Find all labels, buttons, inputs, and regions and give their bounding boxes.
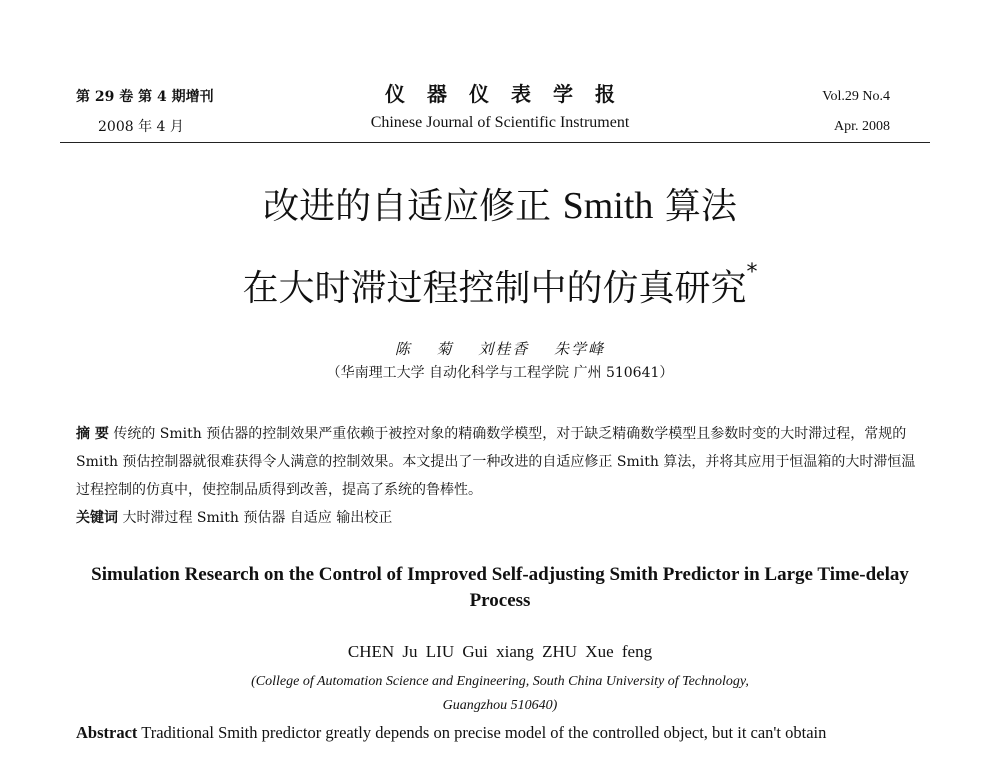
header-center bbox=[300, 80, 700, 138]
header-left bbox=[76, 82, 214, 142]
authors-en: CHEN Ju LIU Gui xiang ZHU Xue feng bbox=[347, 642, 653, 661]
title-cn-line1-latin: Smith bbox=[562, 185, 654, 227]
affiliation-cn: （华南理工大学 自动化科学与工程学院 广州 510641） bbox=[326, 365, 674, 381]
date-cn: 2008 年 4 月 bbox=[98, 119, 184, 135]
header-right bbox=[822, 82, 890, 142]
abstract-en-label: Abstract bbox=[76, 723, 138, 742]
journal-title-en: Chinese Journal of Scientific Instrument bbox=[370, 114, 630, 131]
date-en: Apr. 2008 bbox=[834, 119, 890, 134]
abstract-cn-block bbox=[76, 420, 926, 532]
journal-title-cn: 仪器仪表学报 bbox=[385, 82, 637, 106]
title-cn-line1-post: 算法 bbox=[653, 186, 737, 227]
keywords-cn-text: 大时滞过程 Smith 预估器 自适应 输出校正 bbox=[122, 510, 393, 526]
affiliation-en-line2: Guangzhou 510640) bbox=[442, 698, 558, 713]
affiliation-en bbox=[0, 670, 1000, 718]
keywords-cn bbox=[76, 504, 926, 532]
title-cn-line2-text: 在大时滞过程控制中的仿真研究 bbox=[242, 268, 747, 309]
affiliation-en-line1: (College of Automation Science and Engineering, South China University of Technology, bbox=[251, 674, 749, 689]
abstract-cn-text: 传统的 Smith 预估器的控制效果严重依赖于被控对象的精确数学模型，对于缺乏精确数学模型且参数时变的大时滞过程，常规的 Smith 预估控制器就很难获得令人满意的控制效果。本文提出了一种改进的自适应修正 Smith 算法，并将其应用于恒温箱的大时滞恒温过程控制的仿真中，使控制品质得到改善，提高了系统的鲁棒性。 bbox=[76, 426, 916, 498]
header-rule bbox=[60, 142, 930, 143]
paper-title-en: Simulation Research on the Control of Improved Self-adjusting Smith Predictor in Large Time-delay Process bbox=[91, 564, 909, 611]
authors-cn: 陈 菊 刘桂香 朱学峰 bbox=[394, 340, 606, 358]
abstract-en-text: Traditional Smith predictor greatly depends on precise model of the controlled object, but it can't obtain bbox=[141, 723, 827, 742]
abstract-en bbox=[76, 720, 926, 746]
title-cn-line1-pre: 改进的自适应修正 bbox=[263, 186, 563, 227]
volume-en: Vol.29 No.4 bbox=[822, 89, 890, 104]
abstract-cn-label: 摘 要 bbox=[76, 426, 109, 442]
paper-title-cn-line1 bbox=[0, 178, 1000, 229]
abstract-cn bbox=[76, 420, 926, 504]
volume-issue-cn: 第 29 卷 第 4 期增刊 bbox=[76, 89, 214, 105]
keywords-cn-label: 关键词 bbox=[76, 510, 118, 526]
footnote-star: * bbox=[746, 260, 758, 285]
paper-title-cn-line2 bbox=[0, 260, 1000, 311]
